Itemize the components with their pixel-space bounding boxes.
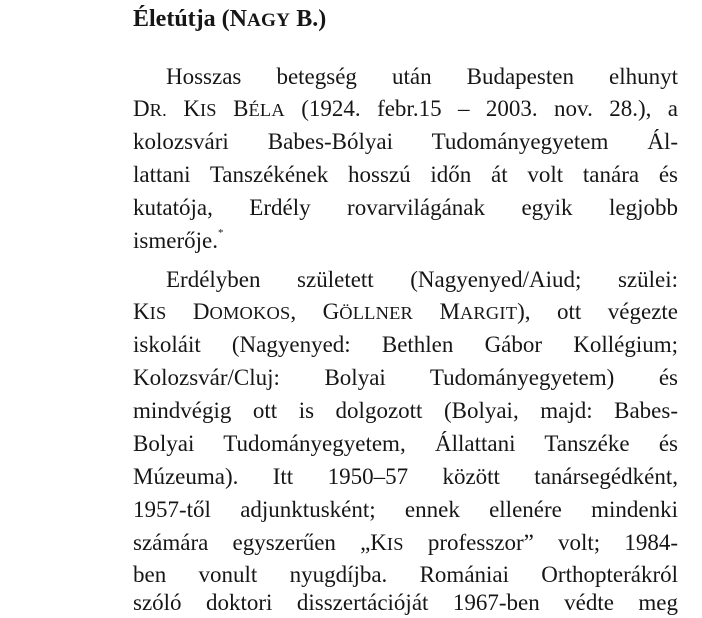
paragraph-2-line-2 <box>133 297 678 327</box>
space <box>413 299 439 324</box>
paragraph-2-line-3: iskoláit (Nagyenyed: Bethlen Gábor Kollégium; <box>133 332 678 357</box>
paragraph-2-line-2-tail: ), ott végezte <box>517 299 679 324</box>
title-dr-initial: D <box>133 96 150 121</box>
parent-surname-initial: K <box>133 299 150 324</box>
paragraph-2-line-9-head: számára egyszerűen „ <box>133 530 371 555</box>
father-name-initial: D <box>192 299 210 324</box>
footnote-marker: * <box>217 227 224 239</box>
heading-title: Életútja ( <box>133 6 230 32</box>
given-name-smallcaps: ÉLA <box>248 100 285 120</box>
dates-text: (1924. febr.15 – 2003. nov. 28.), a <box>284 96 679 121</box>
paragraph-1-line-6-text: ismerője. <box>133 228 218 253</box>
paragraph-2-line-10: ben vonult nyugdíjba. Romániai Orthopterákról <box>133 562 678 587</box>
author-name-initial: N <box>229 6 247 32</box>
paragraph-2-line-6: Bolyai Tudományegyetem, Állattani Tanszéke és <box>133 431 678 456</box>
paragraph-1-line-5: kutatója, Erdély rovarvilágának egyik legjobb <box>133 195 678 220</box>
nickname-smallcaps: IS <box>386 534 404 554</box>
mother-surname-initial: G <box>322 299 340 324</box>
paragraph-1-line-6 <box>133 226 678 256</box>
father-name-smallcaps: OMOKOS <box>209 303 291 323</box>
section-heading <box>133 4 326 36</box>
paragraph-1-line-2 <box>133 94 678 124</box>
author-name-smallcaps: AGY <box>247 10 291 31</box>
nickname-initial: K <box>370 530 387 555</box>
paragraph-2-line-1: Erdélyben született (Nagyenyed/Aiud; szülei: <box>166 267 678 292</box>
paragraph-2-line-4: Kolozsvár/Cluj: Bolyai Tudományegyetem) és <box>133 365 678 390</box>
paragraph-2-line-7: Múzeuma). Itt 1950–57 között tanársegédként, <box>133 464 678 489</box>
given-name-initial: B <box>233 96 249 121</box>
paragraph-1-line-1: Hosszas betegség után Budapesten elhunyt <box>166 64 678 89</box>
mother-surname-smallcaps: ÖLLNER <box>339 303 413 323</box>
surname-smallcaps: IS <box>199 100 217 120</box>
paragraph-2-line-9-tail: professzor” volt; 1984- <box>403 530 678 555</box>
paragraph-2-line-5: mindvégig ott is dolgozott (Bolyai, majd: Babes- <box>133 398 678 423</box>
space <box>167 96 183 121</box>
paragraph-2-line-8: 1957-től adjunktusként; ennek ellenére mindenki <box>133 497 678 522</box>
mother-name-smallcaps: ARGIT <box>459 303 518 323</box>
title-dr-smallcaps: R. <box>149 100 167 120</box>
paragraph-1-line-3: kolozsvári Babes-Bólyai Tudományegyetem Ál- <box>133 129 678 154</box>
space <box>166 299 192 324</box>
author-initial: B.) <box>290 6 327 32</box>
parent-surname-smallcaps: IS <box>149 303 167 323</box>
comma: , <box>290 299 323 324</box>
paragraph-1-line-4: lattani Tanszékének hosszú időn át volt tanára és <box>133 162 678 187</box>
paragraph-2-line-9 <box>133 528 678 558</box>
space <box>217 96 233 121</box>
surname-initial: K <box>183 96 200 121</box>
mother-name-initial: M <box>439 299 460 324</box>
paragraph-2-line-11: szóló doktori disszertációját 1967-ben védte meg <box>133 590 678 615</box>
